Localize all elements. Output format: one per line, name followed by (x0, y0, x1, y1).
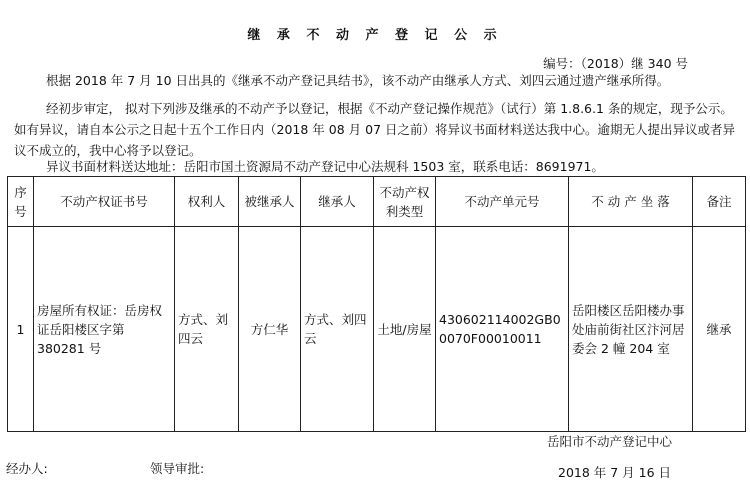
property-table (7, 176, 746, 432)
header-location: 不 动 产 坐 落 (569, 177, 693, 227)
header-certificate: 不动产权证书号 (34, 177, 175, 227)
cell-decedent: 方仁华 (239, 227, 301, 432)
cell-remark: 继承 (693, 227, 746, 432)
header-remark: 备注 (693, 177, 746, 227)
table-row (8, 227, 746, 432)
cell-right-type: 土地/房屋 (374, 227, 436, 432)
header-index: 序号 (8, 177, 34, 227)
document-number: 编号：（2018）继 340 号 (543, 56, 688, 71)
table-header-row (8, 177, 746, 227)
handler-label: 经办人: (6, 461, 48, 476)
cell-index: 1 (8, 227, 34, 432)
paragraph-address: 异议书面材料送达地址：岳阳市国土资源局不动产登记中心法规科 1503 室，联系电话：8691971。 (46, 159, 604, 174)
cell-right-holder: 方式、刘四云 (175, 227, 239, 432)
cell-heir: 方式、刘四云 (301, 227, 374, 432)
document-title: 继 承 不 动 产 登 记 公 示 (247, 28, 503, 43)
issuing-organization: 岳阳市不动产登记中心 (547, 434, 673, 449)
paragraph-basis: 根据 2018 年 7 月 10 日出具的《继承不动产登记具结书》，该不动产由继承人方式、刘四云通过遗产继承所得。 (46, 73, 670, 88)
cell-location: 岳阳楼区岳阳楼办事处庙前街社区汴河居委会 2 幢 204 室 (569, 227, 693, 432)
header-unit-number: 不动产单元号 (436, 177, 569, 227)
header-heir: 继承人 (301, 177, 374, 227)
issue-date: 2018 年 7 月 16 日 (558, 465, 672, 480)
paragraph-notice: 经初步审定， 拟对下列涉及继承的不动产予以登记，根据《不动产登记操作规范》（试行）第 1.8.6.1 条的规定，现予公示。如有异议，请自本公示之日起十五个工作日内（2018 年 08 月 07 日之前）将异议书面材料送达我中心。逾期无人提出异议或者异议不成立的，我中心将予以登记。 (14, 101, 735, 158)
cell-certificate: 房屋所有权证：岳房权证岳阳楼区字第 380281 号 (34, 227, 175, 432)
header-right-type: 不动产权利类型 (374, 177, 436, 227)
header-right-holder: 权利人 (175, 177, 239, 227)
leader-approval-label: 领导审批: (150, 461, 205, 476)
cell-unit-number: 430602114002GB00070F00010011 (436, 227, 569, 432)
header-decedent: 被继承人 (239, 177, 301, 227)
